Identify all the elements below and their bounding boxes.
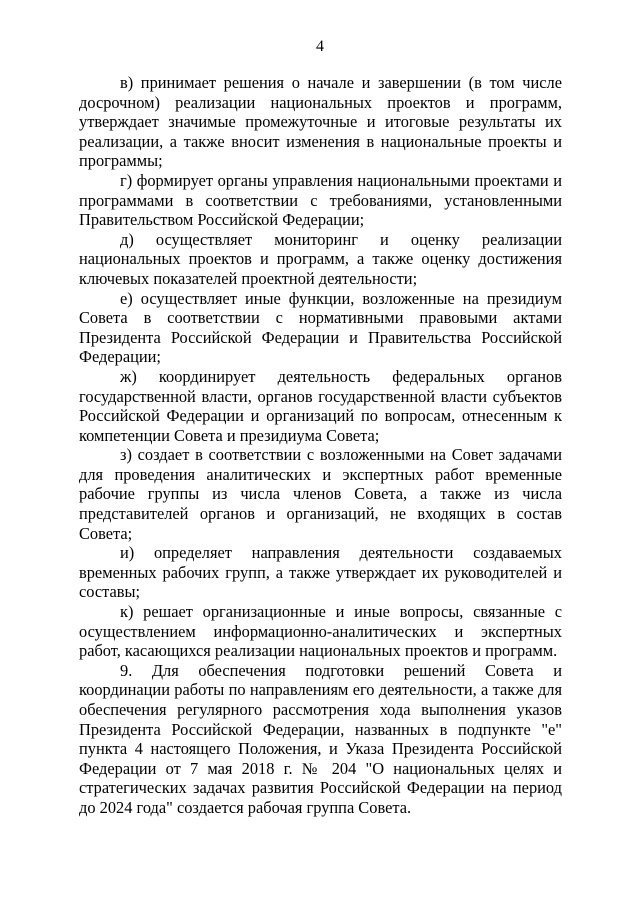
- paragraph-v: в) принимает решения о начале и завершении (в том числе досрочном) реализации национальных проектов и программ, утверждает значимые промежуточные и итоговые результаты их реализации, а также вносит изменения в национальные проекты и программы;: [79, 73, 562, 171]
- paragraph-9: 9. Для обеспечения подготовки решений Совета и координации работы по направлениям его деятельности, а также для обеспечения регулярного рассмотрения хода выполнения указов Президента Российской Федерации, названных в подпункте "е" пункта 4 настоящего Положения, и Указа Президента Российской Федерации от 7 мая 2018 г. № 204 "О национальных целях и стратегических задачах развития Российской Федерации на период до 2024 года" создается рабочая группа Совета.: [79, 660, 562, 817]
- paragraph-k: к) решает организационные и иные вопросы, связанные с осуществлением информационно-аналитических и экспертных работ, касающихся реализации национальных проектов и программ.: [79, 602, 562, 661]
- paragraph-g: г) формирует органы управления национальными проектами и программами в соответствии с требованиями, установленными Правительством Российской Федерации;: [79, 170, 562, 230]
- paragraph-e: е) осуществляет иные функции, возложенные на президиум Совета в соответствии с нормативными правовыми актами Президента Российской Федерации и Правительства Российской Федерации;: [79, 288, 562, 367]
- paragraph-zh: ж) координирует деятельность федеральных органов государственной власти, органов государственной власти субъектов Российской Федерации и организаций по вопросам, отнесенным к компетенции Совета и президиума Совета;: [79, 366, 562, 445]
- page-number: 4: [316, 38, 324, 55]
- paragraph-i: и) определяет направления деятельности создаваемых временных рабочих групп, а также утверждает их руководителей и составы;: [79, 543, 562, 602]
- document-body: [79, 73, 562, 818]
- paragraph-z: з) создает в соответствии с возложенными на Совет задачами для проведения аналитических и экспертных работ временные рабочие группы из числа членов Совета, а также из числа представителей органов и организаций, не входящих в состав Совета;: [79, 445, 562, 543]
- paragraph-d: д) осуществляет мониторинг и оценку реализации национальных проектов и программ, а также оценку достижения ключевых показателей проектной деятельности;: [79, 229, 562, 288]
